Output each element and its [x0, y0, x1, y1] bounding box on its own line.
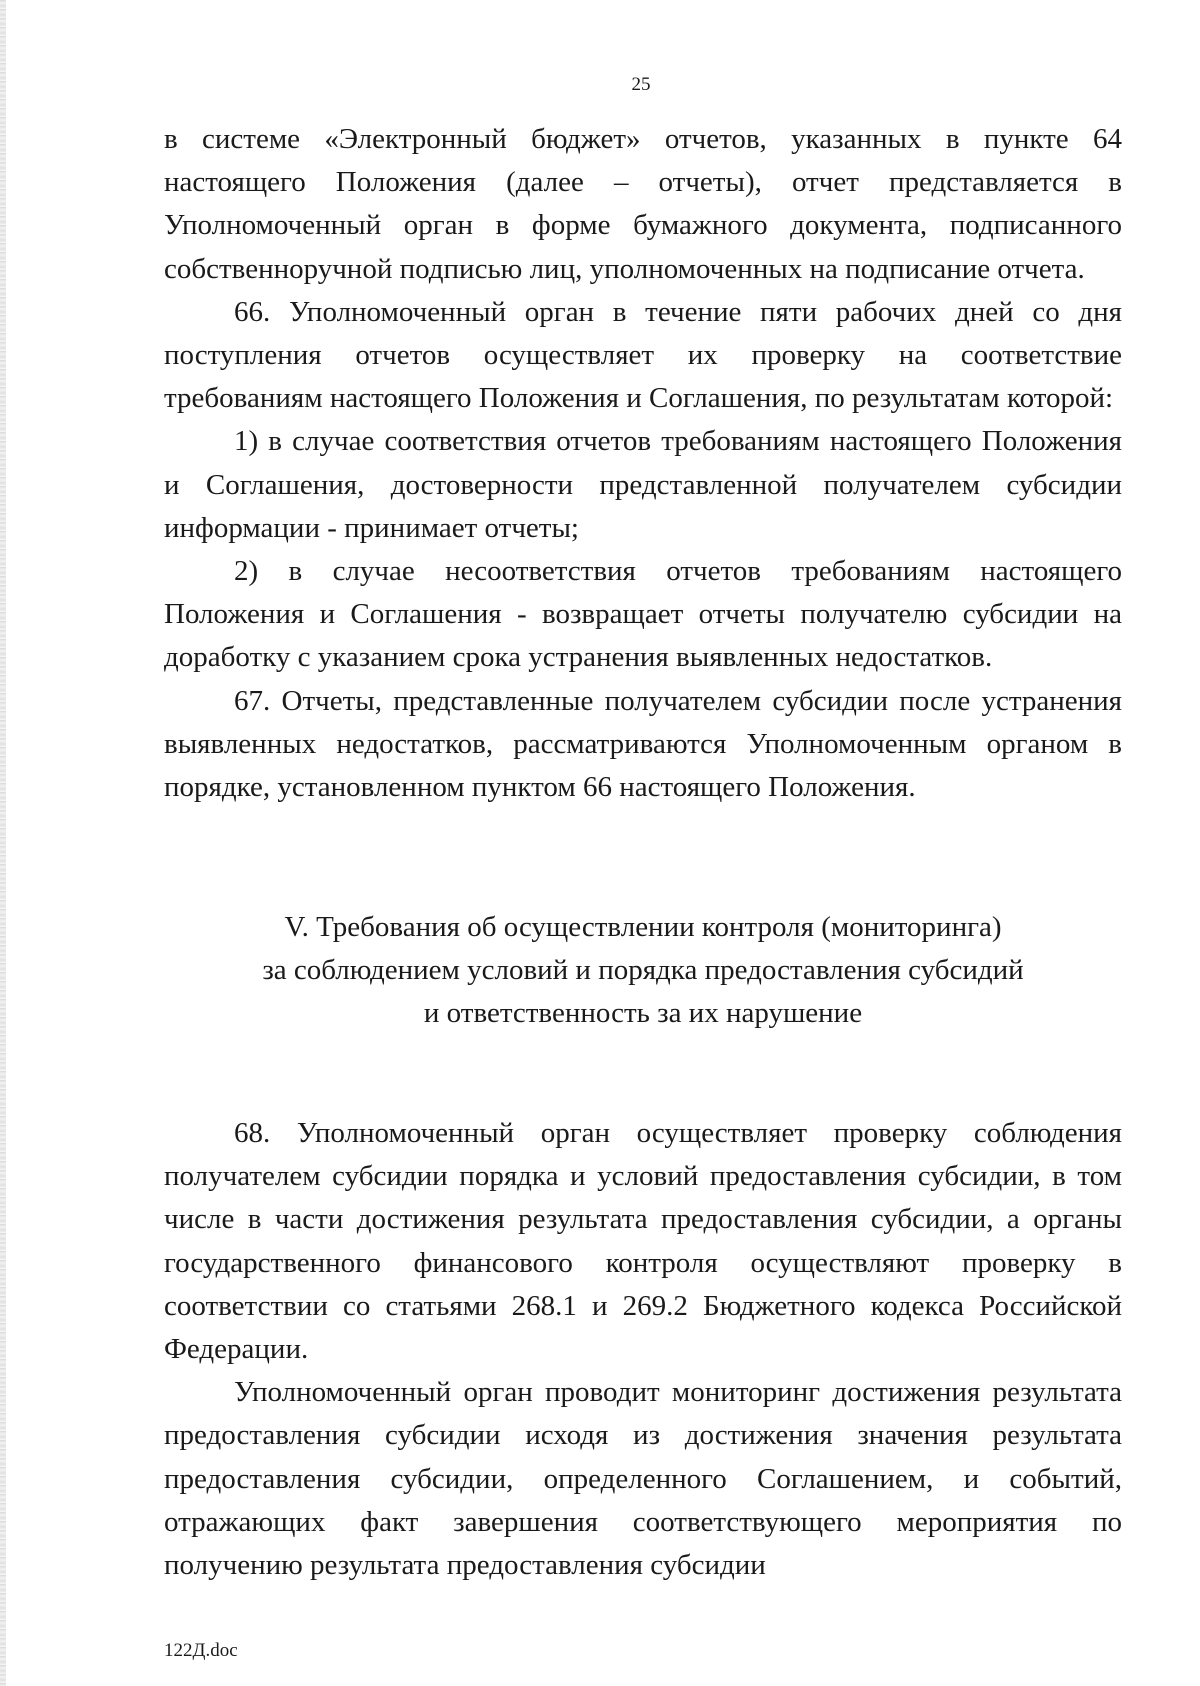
section-heading: [164, 906, 1122, 1036]
paragraph-67: 67. Отчеты, представленные получателем субсидии после устранения выявленных недостатков, рассматриваются Уполномоченным органом в порядке, установленном пунктом 66 настоящего Положения.: [164, 684, 1122, 804]
section-heading-line-2: за соблюдением условий и порядка предоставления субсидий: [262, 954, 1024, 987]
paragraph-68: 68. Уполномоченный орган осуществляет проверку соблюдения получателем субсидии порядка и условий предоставления субсидии, в том числе в части достижения результата предоставления субсидии, а органы государственного финансового контроля осуществляют проверку в соответствии со статьями 268.1 и 269.2 Бюджетного кодекса Российской Федерации.: [164, 1117, 1122, 1366]
paragraph-68-monitoring: Уполномоченный орган проводит мониторинг достижения результата предоставления субсидии исходя из достижения значения результата предоставления субсидии, определенного Соглашением, и событий, отражающих факт завершения соответствующего мероприятия по получению результата предоставления субсидии: [164, 1376, 1122, 1582]
section-heading-line-3: и ответственность за их нарушение: [423, 997, 863, 1030]
body-text-top: [164, 118, 1122, 809]
section-heading-line-1: V. Требования об осуществлении контроля (мониторинга): [284, 911, 1002, 943]
paragraph-continuation: в системе «Электронный бюджет» отчетов, указанных в пункте 64 настоящего Положения (далее – отчеты), отчет представляется в Уполномоченный орган в форме бумажного документа, подписанного собственноручной подписью лиц, уполномоченных на подписание отчета.: [164, 123, 1122, 285]
body-text-bottom: [164, 1112, 1122, 1587]
paragraph-66: 66. Уполномоченный орган в течение пяти рабочих дней со дня поступления отчетов осуществляет их проверку на соответствие требованиям настоящего Положения и Соглашения, по результатам которой:: [164, 295, 1122, 415]
paragraph-66-item-1: 1) в случае соответствия отчетов требованиям настоящего Положения и Соглашения, достоверности представленной получателем субсидии информации - принимает отчеты;: [164, 425, 1122, 544]
scan-edge: [0, 0, 6, 1686]
footer-filename: 122Д.doc: [164, 1640, 238, 1661]
paragraph-66-item-2: 2) в случае несоответствия отчетов требованиям настоящего Положения и Соглашения - возвращает отчеты получателю субсидии на доработку с указанием срока устранения выявленных недостатков.: [164, 555, 1122, 674]
page-number: 25: [631, 74, 651, 95]
